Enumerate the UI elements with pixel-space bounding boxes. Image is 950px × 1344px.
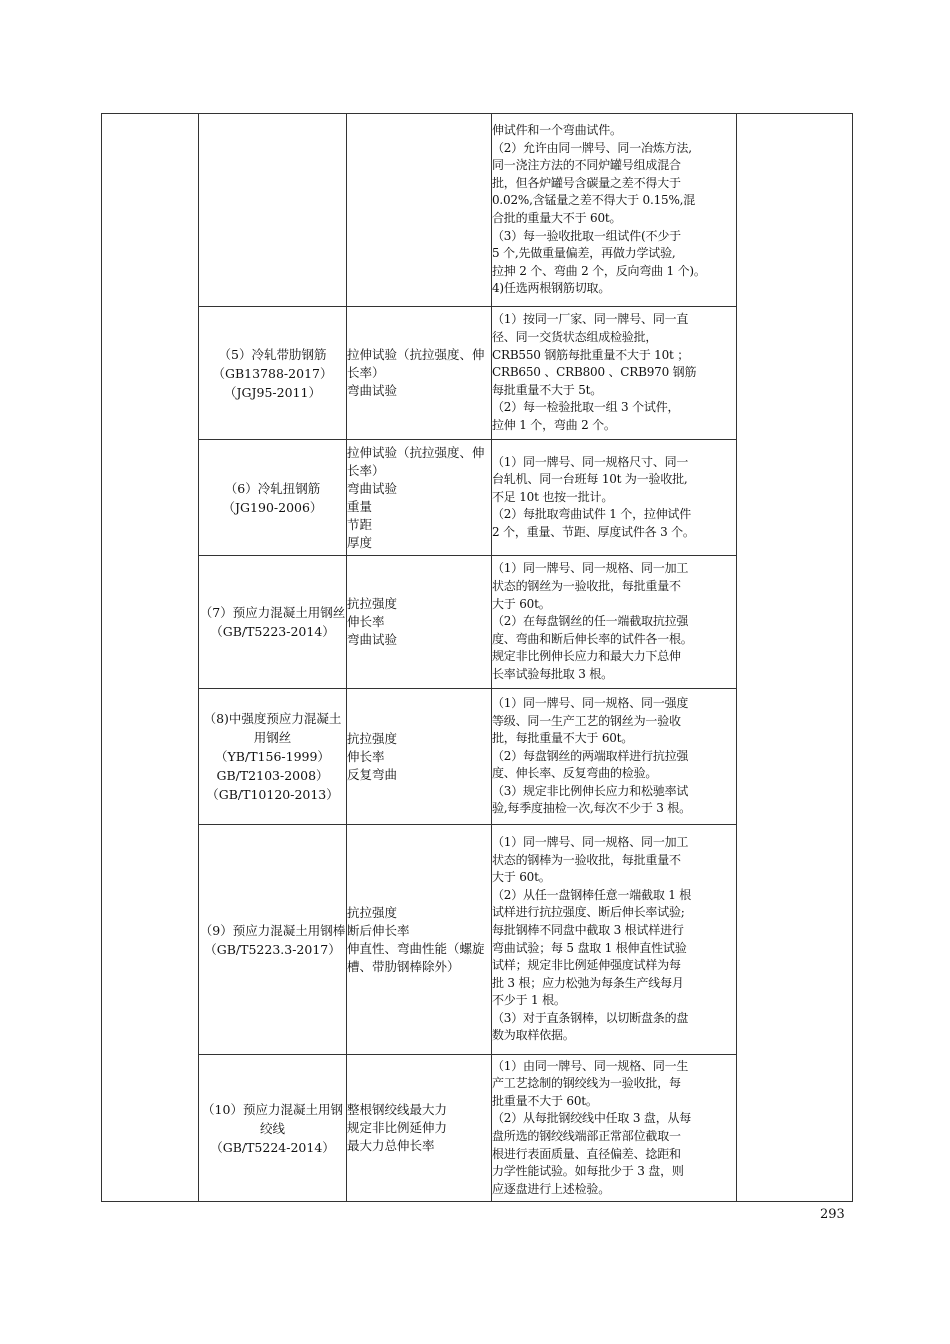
test-item: 厚度	[347, 534, 373, 550]
test-item: 断后伸长率	[347, 922, 410, 938]
sampling-rules-cell	[492, 1055, 737, 1202]
rule-line: CRB550 钢筋每批重量不大于 10t ；	[492, 347, 690, 362]
material-name: （6）冷轧扭钢筋	[224, 480, 321, 496]
test-item: 伸长率	[347, 614, 385, 629]
rule-line: （1）按同一厂家、同一牌号、同一直	[492, 312, 689, 327]
rule-line: 径、同一交货状态组成检验批，	[492, 330, 658, 345]
rule-line: （1）由同一牌号、同一规格、同一生	[492, 1058, 689, 1073]
rule-line: 拉抻 2 个、弯曲 2 个，反向弯曲 1 个)。	[492, 263, 706, 278]
rule-line: 规定非比例伸长应力和最大力下总伸	[492, 649, 681, 664]
sampling-rules-cell	[492, 556, 737, 689]
test-item: 节距	[347, 516, 373, 532]
rule-line: （2）每盘钢丝的两端取样进行抗拉强	[492, 748, 689, 763]
material-cell	[199, 440, 347, 556]
test-items-cell	[347, 1055, 492, 1202]
rule-line: 同一浇注方法的不同炉罐号组成混合	[492, 158, 681, 173]
rule-line: 拉伸 1 个，弯曲 2 个。	[492, 417, 616, 432]
rule-line: 合批的重量大不于 60t。	[492, 211, 622, 225]
rule-line: 伸试件和一个弯曲试件。	[492, 123, 622, 138]
rule-line: （2）在每盘钢丝的任一端截取抗拉强	[492, 614, 689, 629]
test-item: 弯曲试验	[347, 383, 398, 398]
test-item: 规定非比例延伸力	[347, 1120, 448, 1135]
test-item: 抗拉强度	[347, 730, 398, 746]
test-item: 抗拉强度	[347, 596, 398, 611]
rule-line: CRB650 、CRB800 、CRB970 钢筋	[492, 365, 697, 380]
material-standard: （JG190-2006）	[222, 499, 323, 515]
sampling-rules-cell	[492, 689, 737, 825]
remarks-cell	[737, 114, 853, 1202]
test-item: 弯曲试验	[347, 632, 398, 647]
rule-line: 数为取样依据。	[492, 1028, 575, 1043]
material-name: （5）冷轧带肋钢筋	[218, 346, 327, 362]
material-cell	[199, 307, 347, 440]
material-name: （7）预应力混凝土用钢丝	[199, 605, 346, 620]
rule-line: 批重量不大于 60t。	[492, 1093, 598, 1108]
sampling-rules-cell	[492, 440, 737, 556]
test-item: 抗拉强度	[347, 904, 398, 920]
rule-line: （1）同一牌号、同一规格尺寸、同一	[492, 454, 689, 469]
rule-line: 大于 60t。	[492, 870, 551, 885]
material-standard: （GB/T5223-2014）	[210, 624, 335, 639]
rule-line: 试样进行抗拉强度、断后伸长率试验;	[492, 905, 685, 920]
test-spec-table	[101, 113, 853, 1202]
rule-line: 状态的钢棒为一验收批，每批重量不	[492, 852, 681, 867]
rule-line: （3）规定非比例伸长应力和松驰率试	[492, 783, 689, 798]
material-cell	[199, 1055, 347, 1202]
rule-line: （1）同一牌号、同一规格、同一加工	[492, 834, 689, 849]
rule-line: 不少于 1 根。	[492, 993, 566, 1008]
material-standard: （GB/T10120-2013）	[206, 787, 339, 802]
rule-line: （2）从每批钢绞线中任取 3 盘，从每	[492, 1111, 692, 1126]
test-item: 整根钢绞线最大力	[347, 1102, 448, 1117]
material-cell	[199, 689, 347, 825]
test-item: 伸长率	[347, 748, 385, 764]
rule-line: （1）同一牌号、同一规格、同一强度	[492, 695, 689, 710]
rule-line: （2）每批取弯曲试件 1 个，拉伸试件	[492, 507, 692, 522]
material-name: （10）预应力混凝土用钢绞线	[202, 1101, 343, 1136]
rule-line: 台轧机、同一台班每 10t 为一验收批,	[492, 472, 688, 487]
test-item: 拉伸试验（抗拉强度、伸长率）	[347, 444, 485, 478]
material-standard: （JGJ95-2011）	[224, 384, 321, 400]
test-items-cell	[347, 825, 492, 1055]
rule-line: 根进行表面质量、直径偏差、捻距和	[492, 1146, 681, 1161]
material-cell	[199, 114, 347, 307]
test-item: 重量	[347, 498, 373, 514]
rule-line: 每批重量不大于 5t。	[492, 382, 603, 397]
test-item: 反复弯曲	[347, 766, 398, 782]
material-standard: （GB/T5223.3-2017）	[204, 941, 341, 957]
material-standard: GB/T2103-2008）	[216, 768, 329, 783]
rule-line: 批，每批重量不大于 60t。	[492, 731, 634, 746]
rule-line: 大于 60t。	[492, 596, 551, 611]
table-row	[102, 114, 853, 307]
material-cell	[199, 556, 347, 689]
rule-line: （2）允许由同一牌号、同一冶炼方法,	[492, 140, 692, 155]
rule-line: 弯曲试验；每 5 盘取 1 根伸直性试验	[492, 940, 687, 955]
rule-line: （1）同一牌号、同一规格、同一加工	[492, 561, 689, 576]
category-cell	[102, 114, 199, 1202]
rule-line: 4)任选两根钢筋切取。	[492, 281, 611, 296]
rule-line: （2）从任一盘钢棒任意一端截取 1 根	[492, 887, 692, 902]
rule-line: 试样；规定非比例延伸强度试样为每	[492, 958, 681, 973]
rule-line: 度、伸长率、反复弯曲的检验。	[492, 766, 658, 781]
test-item: 伸直性、弯曲性能（螺旋槽、带肋钢棒除外）	[347, 940, 485, 974]
rule-line: 产工艺捻制的钢绞线为一验收批，每	[492, 1076, 681, 1091]
rule-line: （2）每一检验批取一组 3 个试件，	[492, 400, 680, 415]
rule-line: （3）每一验收批取一组试件(不少于	[492, 228, 681, 243]
material-standard: （GB/T5224-2014）	[210, 1139, 335, 1155]
rule-line: 2 个，重量、节距、厚度试件各 3 个。	[492, 524, 695, 539]
test-items-cell	[347, 440, 492, 556]
test-items-cell	[347, 307, 492, 440]
sampling-rules-cell	[492, 825, 737, 1055]
rule-line: 状态的钢丝为一验收批，每批重量不	[492, 579, 681, 594]
rule-line: 5 个,先做重量偏差，再做力学试验,	[492, 246, 676, 261]
rule-line: 验,每季度抽检一次,每次不少于 3 根。	[492, 801, 691, 816]
rule-line: 等级、同一生产工艺的钢丝为一验收	[492, 713, 681, 728]
material-standard: （YB/T156-1999）	[215, 749, 330, 764]
material-standard: （GB13788-2017）	[212, 365, 333, 381]
rule-line: 每批钢棒不同盘中截取 3 根试样进行	[492, 922, 684, 937]
rule-line: （3）对于直条钢棒，以切断盘条的盘	[492, 1010, 689, 1025]
rule-line: 长率试验每批取 3 根。	[492, 666, 613, 681]
test-item: 最大力总伸长率	[347, 1138, 435, 1153]
rule-line: 批，但各炉罐号含碳量之差不得大于	[492, 175, 681, 190]
material-cell	[199, 825, 347, 1055]
test-items-cell	[347, 114, 492, 307]
test-items-cell	[347, 689, 492, 825]
material-name: （9）预应力混凝土用钢棒	[199, 922, 346, 938]
rule-line: 力学性能试验。如每批少于 3 盘，则	[492, 1164, 684, 1179]
test-items-cell	[347, 556, 492, 689]
sampling-rules-cell	[492, 114, 737, 307]
test-item: 弯曲试验	[347, 480, 398, 496]
rule-line: 盘所选的钢绞线端部正常部位截取一	[492, 1129, 681, 1143]
material-name: （8)中强度预应力混凝土用钢丝	[203, 711, 342, 745]
test-item: 拉伸试验（抗拉强度、伸长率）	[347, 347, 485, 380]
rule-line: 度、弯曲和断后伸长率的试件各一根。	[492, 631, 693, 646]
rule-line: 批 3 根；应力松弛为每条生产线每月	[492, 975, 684, 990]
rule-line: 不足 10t 也按一批计。	[492, 489, 614, 504]
sampling-rules-cell	[492, 307, 737, 440]
rule-line: 0.02%,含锰量之差不得大于 0.15%,混	[492, 193, 696, 208]
page-number: 293	[820, 1207, 845, 1222]
rule-line: 应逐盘进行上述检验。	[492, 1181, 611, 1196]
